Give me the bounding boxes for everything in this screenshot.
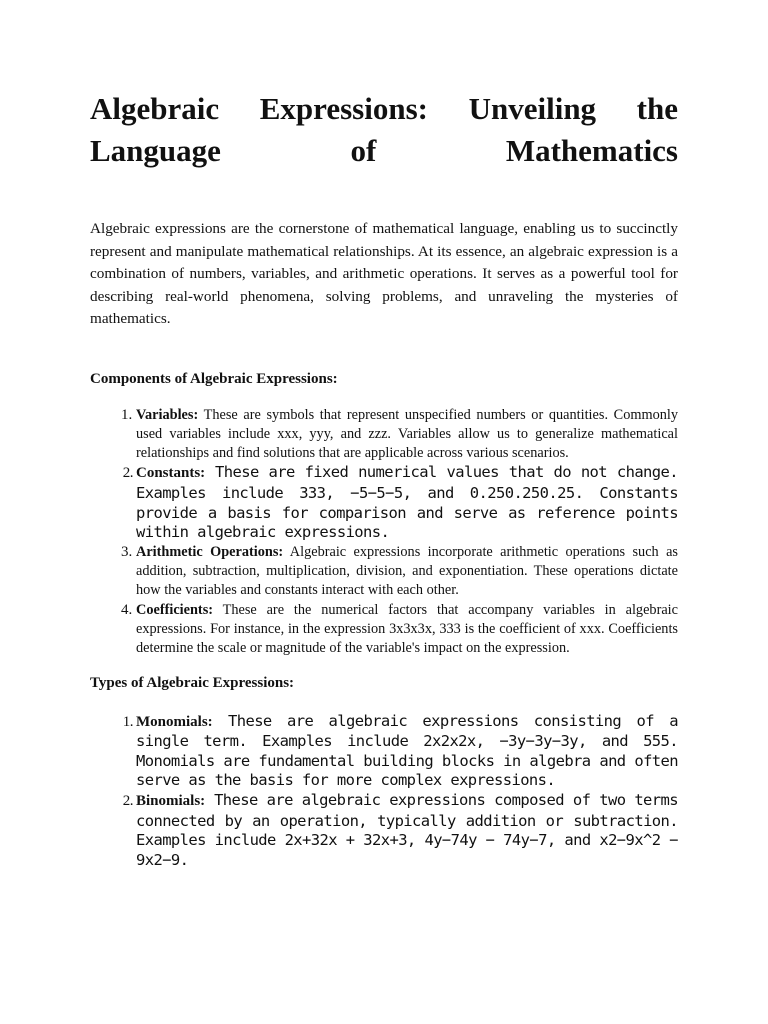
document-page: [90, 88, 678, 870]
title-line-1: Algebraic Expressions: Unveiling the: [90, 91, 678, 126]
item-term: Arithmetic Operations:: [136, 543, 284, 560]
item-text: These are algebraic expressions composed of two terms connected by an operation, typically addition or subtraction. Examples include 2x+32x + 32x+3, 4y−74y − 74y−7, and x2−9x^2 − 9x2−9.: [136, 790, 678, 869]
item-text: These are the numerical factors that accompany variables in algebraic expressions. For instance, in the expression 3x3x3x, 333 is the coefficient of xxx. Coefficients determine the scale or magnitude of the variable's impact on the expression.: [136, 601, 678, 657]
components-list: [90, 406, 678, 659]
list-item: [136, 463, 678, 542]
list-item: [136, 543, 678, 601]
item-term: Variables:: [136, 406, 199, 423]
document-title: [90, 88, 678, 172]
item-text: Algebraic expressions incorporate arithmetic operations such as addition, subtraction, multiplication, division, and exponentiation. These operations dictate how the variables and constants interact with each other.: [136, 543, 678, 599]
components-heading: Components of Algebraic Expressions:: [90, 370, 338, 387]
item-term: Binomials:: [136, 792, 206, 809]
list-item: [136, 712, 678, 791]
item-text: These are fixed numerical values that do not change. Examples include 333, −5−5−5, and 0.250.250.25. Constants provide a basis for comparison and serve as reference points within algebraic expressions.: [136, 463, 678, 542]
item-term: Constants:: [136, 465, 206, 482]
item-term: Monomials:: [136, 713, 213, 730]
list-item: [136, 406, 678, 464]
item-text: These are algebraic expressions consisting of a single term. Examples include 2x2x2x, −3y−3y−3y, and 555. Monomials are fundamental building blocks in algebra and often serve as the basis for more complex expressions.: [136, 711, 678, 790]
list-item: [136, 791, 678, 870]
list-item: [136, 601, 678, 659]
title-line-2: Language of Mathematics: [90, 133, 678, 168]
intro-paragraph: Algebraic expressions are the cornerstone of mathematical language, enabling us to succinctly represent and manipulate mathematical relationships. At its essence, an algebraic expression is a combination of numbers, variables, and arithmetic operations. It serves as a powerful tool for describing real-world phenomena, solving problems, and unraveling the mysteries of mathematics.: [90, 220, 678, 327]
types-heading: Types of Algebraic Expressions:: [90, 674, 295, 691]
item-text: These are symbols that represent unspecified numbers or quantities. Commonly used variables include xxx, yyy, and zzz. Variables allow us to generalize mathematical relationships and find solutions that are applicable across various scenarios.: [136, 406, 678, 462]
item-term: Coefficients:: [136, 601, 214, 618]
types-list: [90, 712, 678, 871]
